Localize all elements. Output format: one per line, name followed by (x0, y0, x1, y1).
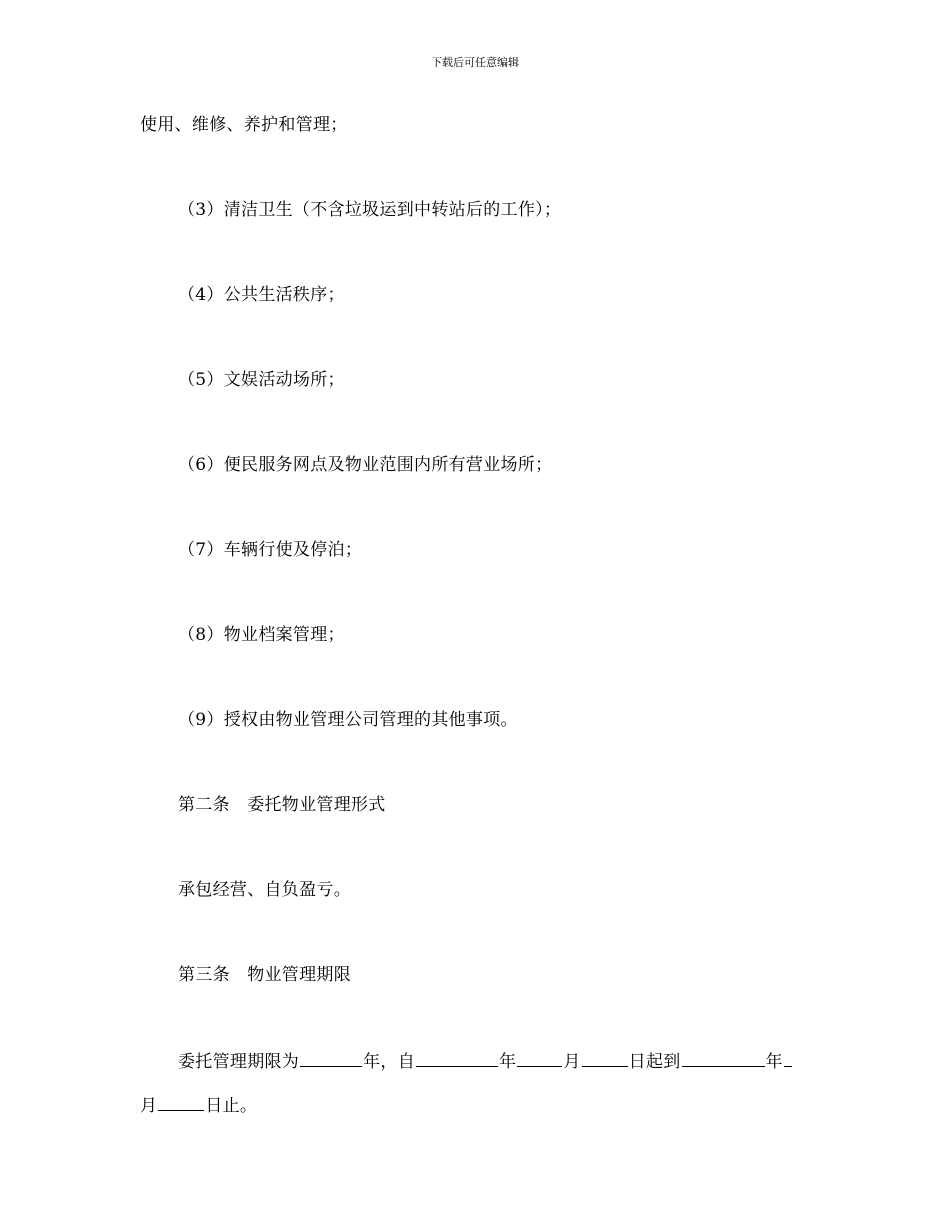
blank-end-month-start (784, 1049, 792, 1067)
blank-end-day (158, 1093, 204, 1111)
list-item-4: （4）公共生活秩序； (178, 285, 345, 305)
page-header: 下载后可任意编辑 (431, 56, 519, 69)
blank-start-year (416, 1049, 498, 1067)
term-text-a: 委托管理期限为 (178, 1052, 300, 1072)
list-item-8: （8）物业档案管理； (178, 625, 345, 645)
list-item-3: （3）清洁卫生（不含垃圾运到中转站后的工作）； (178, 200, 562, 220)
blank-years (300, 1049, 362, 1067)
blank-end-year (682, 1049, 765, 1067)
article-3-heading: 第三条 物业管理期限 (178, 965, 351, 985)
paragraph-continuation: 使用、维修、养护和管理； (140, 115, 348, 135)
term-text-g: 月 (140, 1096, 158, 1116)
term-text-c: 年 (499, 1052, 517, 1072)
article-2-body: 承包经营、自负盈亏。 (178, 880, 351, 900)
term-text-h: 日止。 (205, 1096, 258, 1116)
list-item-6: （6）便民服务网点及物业范围内所有营业场所； (178, 455, 553, 475)
term-text-e: 日起到 (628, 1052, 681, 1072)
list-item-5: （5）文娱活动场所； (178, 370, 345, 390)
term-text-d: 月 (563, 1052, 581, 1072)
list-item-7: （7）车辆行使及停泊； (178, 540, 363, 560)
blank-start-month (517, 1049, 562, 1067)
list-item-9: （9）授权由物业管理公司管理的其他事项。 (178, 710, 518, 730)
term-text-f: 年 (765, 1052, 783, 1072)
term-text-b: 年，自 (363, 1052, 416, 1072)
article-2-heading: 第二条 委托物业管理形式 (178, 795, 386, 815)
blank-start-day (582, 1049, 628, 1067)
term-line-2 (140, 1093, 257, 1117)
term-line-1 (178, 1049, 793, 1073)
